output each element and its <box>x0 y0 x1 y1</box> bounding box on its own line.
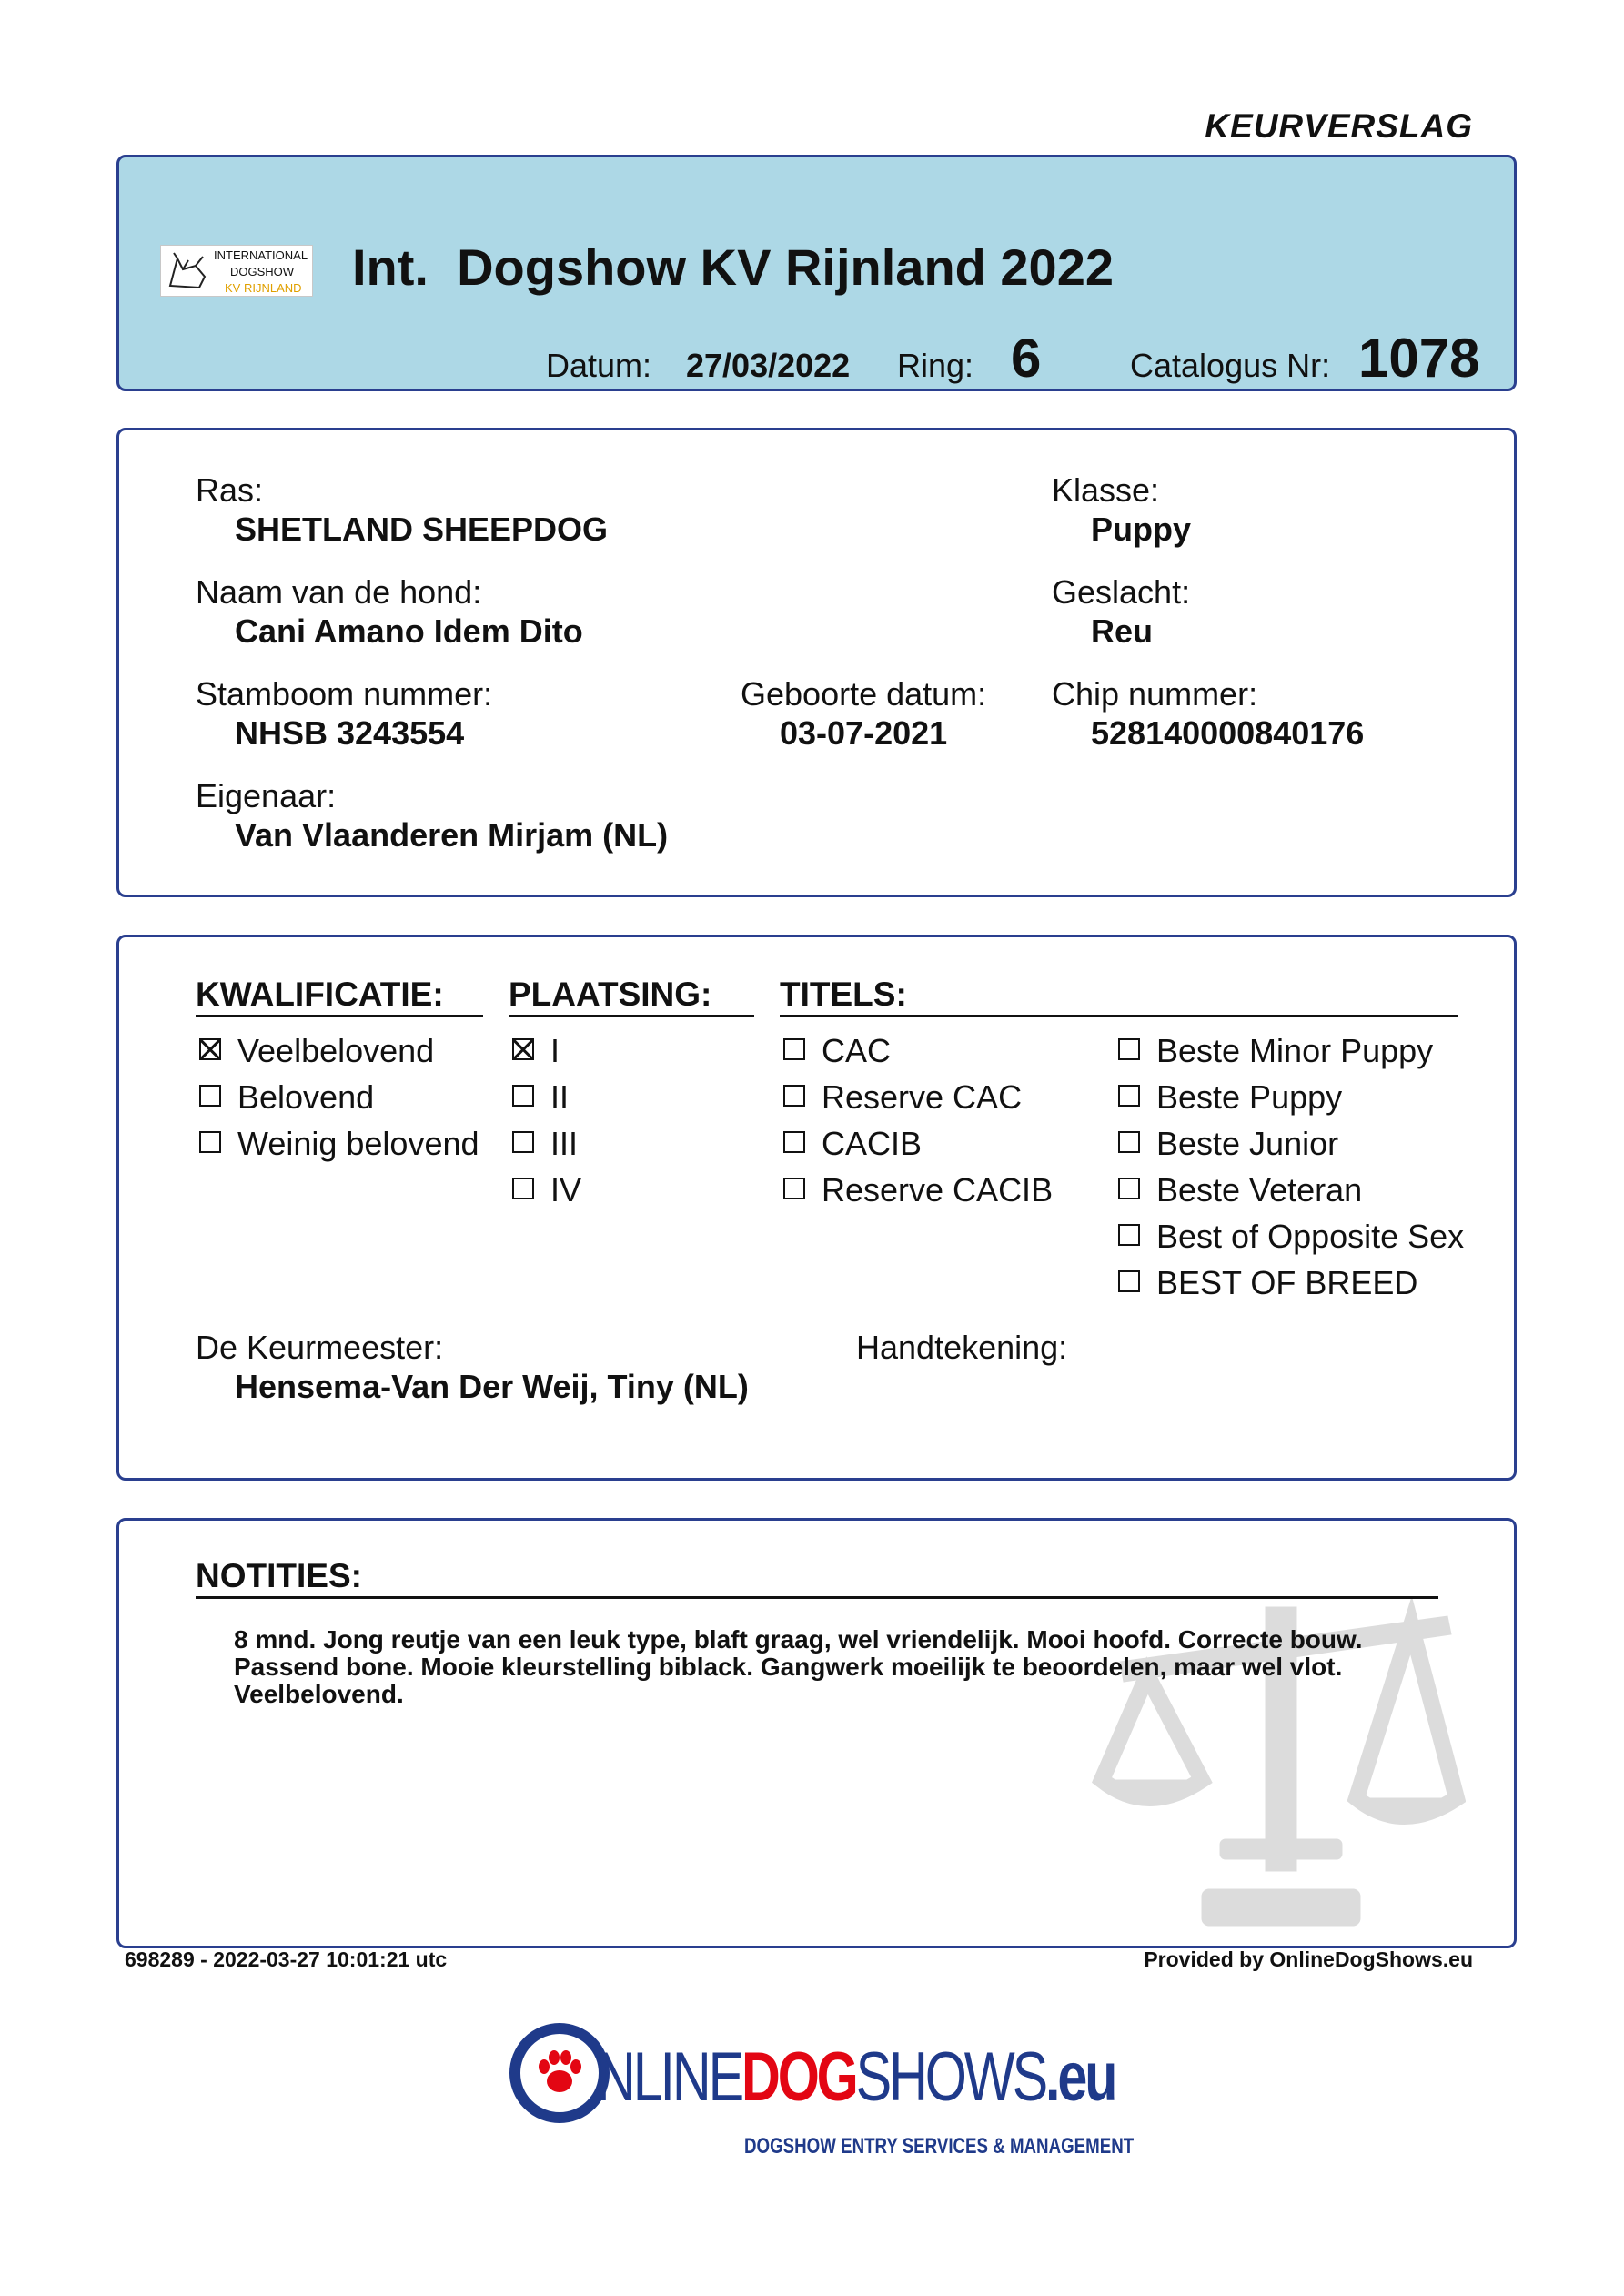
option-label: Beste Minor Puppy <box>1156 1032 1434 1069</box>
titel-option[interactable] <box>1118 1120 1464 1167</box>
brand-part-3: SHOWS <box>855 2038 1046 2116</box>
option-label: III <box>550 1125 579 1162</box>
logo-line-1: INTERNATIONAL <box>214 248 308 262</box>
show-logo <box>160 245 313 297</box>
notes-heading: NOTITIES: <box>196 1556 1438 1599</box>
brand-part-2: DOG <box>741 2038 856 2116</box>
option-label: Beste Junior <box>1156 1125 1339 1162</box>
option-label: Reserve CAC <box>822 1078 1023 1116</box>
brand-circle <box>509 2023 610 2123</box>
kwalificatie-heading: KWALIFICATIE: <box>196 975 483 1017</box>
kwalificatie-option[interactable] <box>199 1027 479 1074</box>
datum-value: 27/03/2022 <box>686 347 851 384</box>
checkbox[interactable] <box>783 1131 805 1153</box>
brand-part-1: NLINE <box>597 2038 741 2116</box>
titels-list-b <box>1118 1027 1464 1306</box>
chip-label: Chip nummer: <box>1052 675 1258 713</box>
kwalificatie-option[interactable] <box>199 1120 479 1167</box>
titels-list-a <box>783 1027 1053 1213</box>
judging-section <box>116 935 1517 1481</box>
logo-line-3: KV RIJNLAND <box>225 281 302 295</box>
onlinedogshows-logo <box>509 2016 1135 2161</box>
checkbox[interactable] <box>1118 1270 1140 1292</box>
checkbox[interactable] <box>783 1085 805 1107</box>
option-label: CAC <box>822 1032 892 1069</box>
naam-label: Naam van de hond: <box>196 573 482 611</box>
brand-tagline: DOGSHOW ENTRY SERVICES & MANAGEMENT <box>744 2134 1135 2159</box>
checkbox[interactable] <box>1118 1178 1140 1199</box>
checkbox[interactable] <box>783 1038 805 1060</box>
plaatsing-list <box>512 1027 581 1213</box>
footer-reference: 698289 - 2022-03-27 10:01:21 utc <box>125 1947 448 1971</box>
option-label: Best of Opposite Sex <box>1156 1218 1465 1255</box>
plaatsing-option[interactable] <box>512 1027 581 1074</box>
notes-section <box>116 1518 1517 1948</box>
chip-value: 528140000840176 <box>1091 714 1365 752</box>
plaatsing-option[interactable] <box>512 1120 581 1167</box>
option-label: I <box>550 1032 560 1069</box>
naam-value: Cani Amano Idem Dito <box>235 612 583 650</box>
ras-value: SHETLAND SHEEPDOG <box>235 511 609 548</box>
checkbox[interactable] <box>1118 1131 1140 1153</box>
checkbox[interactable] <box>199 1038 221 1060</box>
titel-option[interactable] <box>1118 1027 1464 1074</box>
checkbox[interactable] <box>512 1038 534 1060</box>
titel-option[interactable] <box>1118 1213 1464 1259</box>
dog-details <box>116 428 1517 897</box>
checkbox[interactable] <box>512 1178 534 1199</box>
keurmeester-label: De Keurmeester: <box>196 1329 444 1366</box>
datum-label: Datum: <box>546 347 652 384</box>
catalogus-value: 1078 <box>1358 328 1480 389</box>
geboorte-label: Geboorte datum: <box>741 675 987 713</box>
geslacht-value: Reu <box>1091 612 1154 650</box>
show-title: Int. Dogshow KV Rijnland 2022 <box>352 238 1114 296</box>
kwalificatie-option[interactable] <box>199 1074 479 1120</box>
plaatsing-option[interactable] <box>512 1167 581 1213</box>
plaatsing-heading: PLAATSING: <box>509 975 754 1017</box>
checkbox[interactable] <box>1118 1224 1140 1246</box>
stamboom-value: NHSB 3243554 <box>235 714 465 752</box>
klasse-label: Klasse: <box>1052 471 1160 509</box>
logo-line-2: DOGSHOW <box>230 265 295 278</box>
geboorte-value: 03-07-2021 <box>780 714 948 752</box>
footer-provider: Provided by OnlineDogShows.eu <box>1144 1947 1473 1971</box>
ring-label: Ring: <box>897 347 974 384</box>
option-label: Belovend <box>237 1078 375 1116</box>
checkbox[interactable] <box>512 1085 534 1107</box>
klasse-value: Puppy <box>1091 511 1192 548</box>
plaatsing-option[interactable] <box>512 1074 581 1120</box>
option-label: Veelbelovend <box>237 1032 435 1069</box>
option-label: Beste Puppy <box>1156 1078 1343 1116</box>
titels-heading: TITELS: <box>780 975 1458 1017</box>
show-header <box>116 155 1517 391</box>
kwalificatie-list <box>199 1027 479 1167</box>
checkbox[interactable] <box>783 1178 805 1199</box>
catalogus-label: Catalogus Nr: <box>1130 347 1331 384</box>
option-label: IV <box>550 1171 582 1209</box>
dog-logo-icon <box>165 249 210 293</box>
option-label: BEST OF BREED <box>1156 1264 1418 1301</box>
checkbox[interactable] <box>199 1085 221 1107</box>
option-label: CACIB <box>822 1125 923 1162</box>
option-label: Reserve CACIB <box>822 1171 1054 1209</box>
document-type: KEURVERSLAG <box>1205 107 1473 145</box>
handtekening-label: Handtekening: <box>856 1329 1068 1366</box>
paw-icon <box>533 2047 586 2099</box>
titel-option[interactable] <box>783 1120 1053 1167</box>
eigenaar-value: Van Vlaanderen Mirjam (NL) <box>235 816 669 854</box>
stamboom-label: Stamboom nummer: <box>196 675 493 713</box>
geslacht-label: Geslacht: <box>1052 573 1191 611</box>
notes-text: 8 mnd. Jong reutje van een leuk type, blaft graag, wel vriendelijk. Mooi hoofd. Correcte bouw. Passend bone. Mooie kleurstelling biblack. Gangwerk moeilijk te beoordelen, maar wel vlot. Veelbelovend. <box>234 1625 1363 1708</box>
option-label: Weinig belovend <box>237 1125 479 1162</box>
brand-wordmark <box>597 2038 1115 2116</box>
eigenaar-label: Eigenaar: <box>196 777 337 814</box>
titel-option[interactable] <box>1118 1074 1464 1120</box>
checkbox[interactable] <box>1118 1038 1140 1060</box>
ring-value: 6 <box>1011 328 1042 389</box>
keurmeester-value: Hensema-Van Der Weij, Tiny (NL) <box>235 1368 749 1405</box>
checkbox[interactable] <box>512 1131 534 1153</box>
option-label: II <box>550 1078 570 1116</box>
titel-option[interactable] <box>1118 1167 1464 1213</box>
titel-option[interactable] <box>783 1167 1053 1213</box>
brand-part-4: .eu <box>1045 2038 1115 2116</box>
option-label: Beste Veteran <box>1156 1171 1363 1209</box>
titel-option[interactable] <box>783 1027 1053 1074</box>
ras-label: Ras: <box>196 471 264 509</box>
checkbox[interactable] <box>1118 1085 1140 1107</box>
titel-option[interactable] <box>1118 1259 1464 1306</box>
checkbox[interactable] <box>199 1131 221 1153</box>
titel-option[interactable] <box>783 1074 1053 1120</box>
